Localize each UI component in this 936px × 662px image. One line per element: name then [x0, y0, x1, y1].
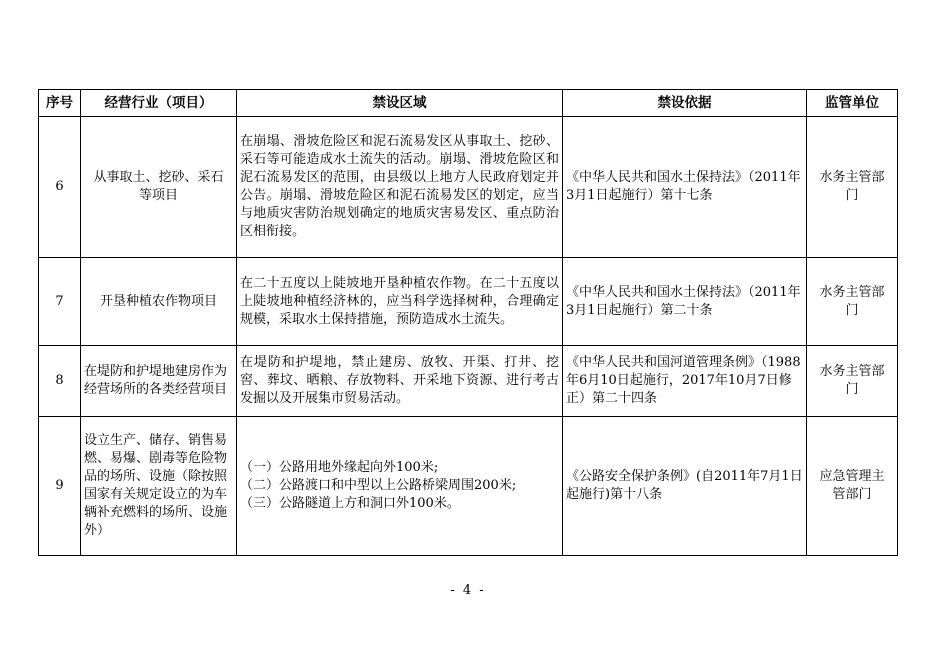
- table-row: [39, 258, 898, 346]
- table-row: [39, 117, 898, 258]
- row-seq: 6: [39, 117, 81, 258]
- table-row: [39, 417, 898, 556]
- row-area: 在堤防和护堤地，禁止建房、放牧、开渠、打井、挖窖、葬坟、晒粮、存放物料、开采地下资源、进行考古发掘以及开展集市贸易活动。: [237, 346, 563, 417]
- header-unit: 监管单位: [807, 90, 898, 117]
- row-basis: 《中华人民共和国水土保持法》（2011年3月1日起施行）第十七条: [563, 117, 807, 258]
- row-area: [237, 417, 563, 556]
- row-seq: 8: [39, 346, 81, 417]
- area-line: （三）公路隧道上方和洞口外100米。: [240, 496, 460, 511]
- row-unit: 水务主管部门: [807, 258, 898, 346]
- row-industry: 在堤防和护堤地建房作为经营场所的各类经营项目: [81, 346, 237, 417]
- row-industry: 开垦种植农作物项目: [81, 258, 237, 346]
- table-header-row: [39, 90, 898, 117]
- regulation-table: [38, 89, 898, 556]
- row-basis: 《公路安全保护条例》(自2011年7月1日起施行)第十八条: [563, 417, 807, 556]
- area-line: （二）公路渡口和中型以上公路桥梁周围200米;: [240, 478, 517, 493]
- row-basis: 《中华人民共和国水土保持法》（2011年3月1日起施行）第二十条: [563, 258, 807, 346]
- row-seq: 9: [39, 417, 81, 556]
- area-line: （一）公路用地外缘起向外100米;: [240, 460, 439, 475]
- row-industry: 从事取土、挖砂、采石等项目: [81, 117, 237, 258]
- header-basis: 禁设依据: [563, 90, 807, 117]
- row-basis: 《中华人民共和国河道管理条例》（1988年6月10日起施行，2017年10月7日修正）第二十四条: [563, 346, 807, 417]
- table-row: [39, 346, 898, 417]
- page-number: - 4 -: [450, 583, 486, 598]
- row-area: 在崩塌、滑坡危险区和泥石流易发区从事取土、挖砂、采石等可能造成水土流失的活动。崩塌、滑坡危险区和泥石流易发区的范围，由县级以上地方人民政府划定并公告。崩塌、滑坡危险区和泥石流易发区的划定，应当与地质灾害防治规划确定的地质灾害易发区、重点防治区相衔接。: [237, 117, 563, 258]
- row-area: 在二十五度以上陡坡地开垦种植农作物。在二十五度以上陡坡地种植经济林的，应当科学选择树种，合理确定规模，采取水土保持措施，预防造成水土流失。: [237, 258, 563, 346]
- header-area: 禁设区域: [237, 90, 563, 117]
- row-unit: 水务主管部门: [807, 117, 898, 258]
- row-seq: 7: [39, 258, 81, 346]
- header-industry: 经营行业（项目）: [81, 90, 237, 117]
- row-unit: 水务主管部门: [807, 346, 898, 417]
- row-unit: 应急管理主管部门: [807, 417, 898, 556]
- header-seq: 序号: [39, 90, 81, 117]
- row-industry: 设立生产、储存、销售易燃、易爆、剧毒等危险物品的场所、设施（除按照国家有关规定设立的为车辆补充燃料的场所、设施外）: [81, 417, 237, 556]
